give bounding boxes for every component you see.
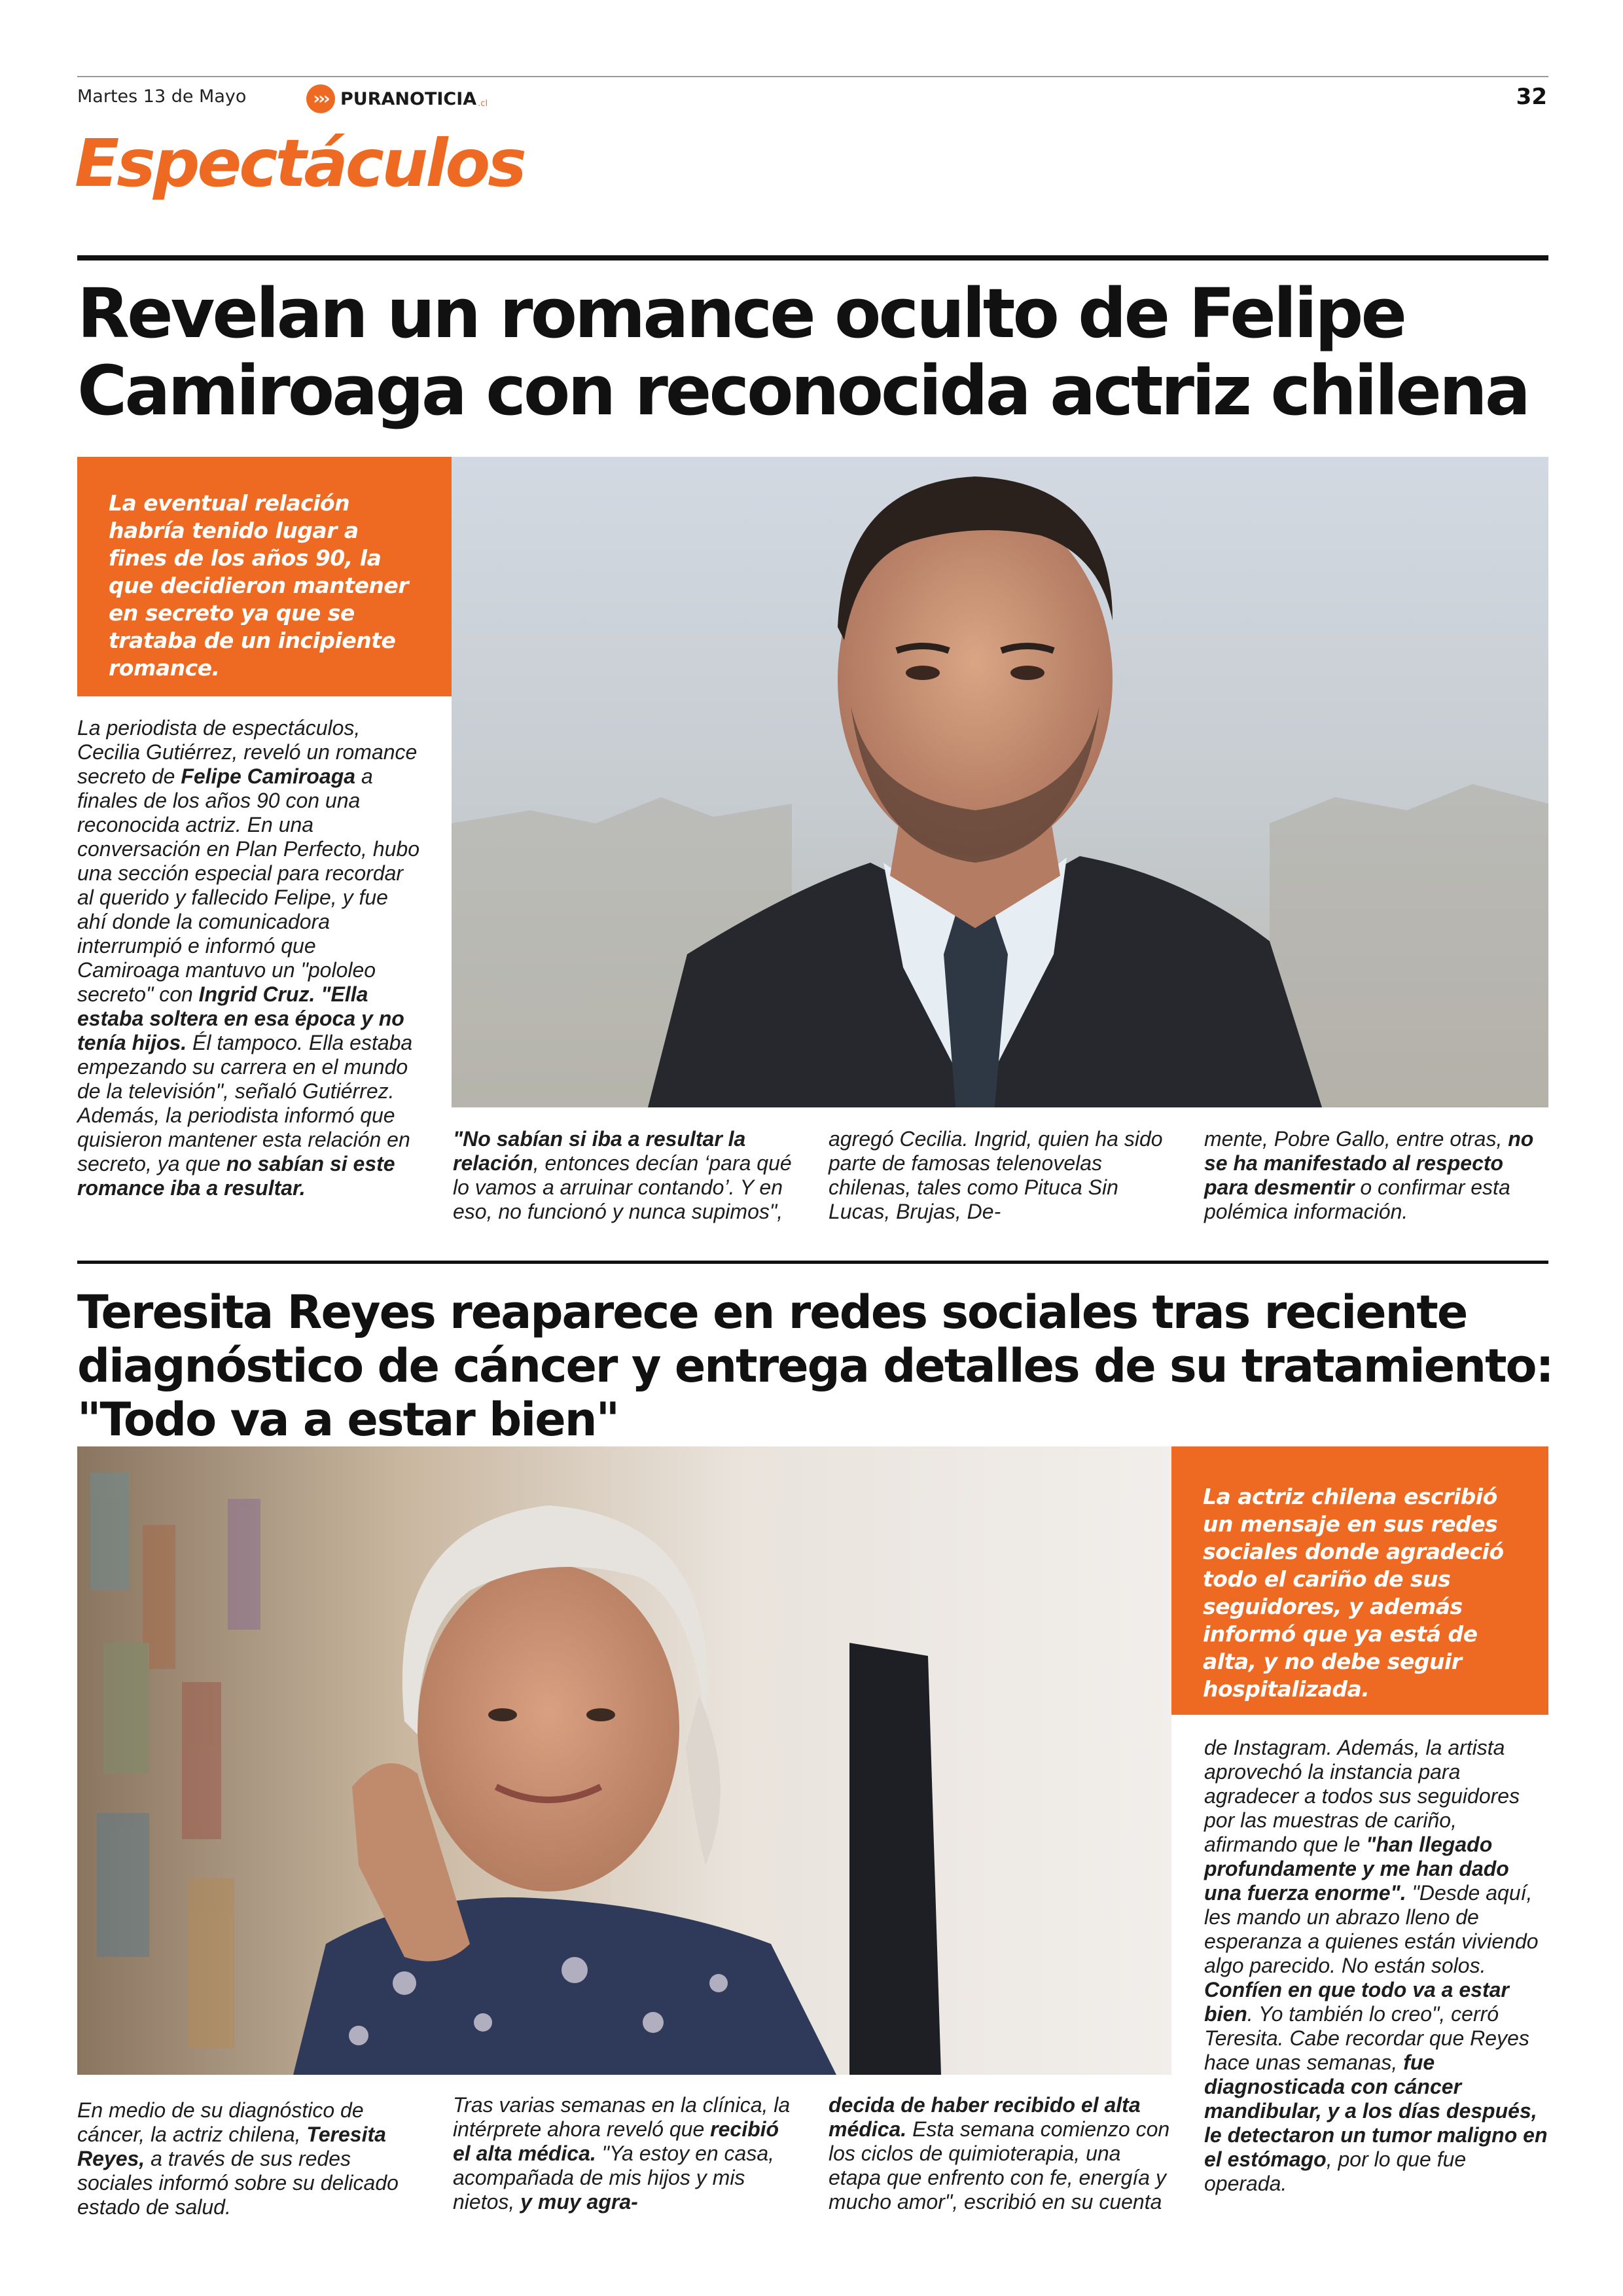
text-run-bold: recibió el alta médica. — [453, 2117, 779, 2165]
page-number: 32 — [1516, 84, 1547, 110]
article-body-col2 — [453, 2093, 797, 2214]
text-run-bold: fue diagnosticada con cáncer mandibular, y a los días después, le detectaron un tumor maligno en el estómago — [1204, 2051, 1548, 2171]
masthead-logo — [306, 85, 488, 113]
article-body-col1 — [77, 716, 421, 1200]
text-run: La periodista de espectáculos, Cecilia Gutiérrez, reveló un romance secreto de — [77, 716, 418, 788]
article-divider — [77, 255, 1548, 260]
text-run: , entonces decían ‘para qué lo vamos a arruinar contando’. Y en eso, no funcionó y nunca supimos", — [453, 1151, 792, 1223]
text-run: mente, Pobre Gallo, entre otras, — [1204, 1127, 1508, 1151]
text-run: a través de sus redes sociales informó sobre su delicado estado de salud. — [77, 2147, 399, 2219]
article-body-col3 — [829, 2093, 1173, 2214]
article-divider — [77, 1261, 1548, 1264]
arrows-icon: ››› — [306, 84, 335, 113]
text-run: de Instagram. Además, la artista aprovechó la instancia para agradecer a todos sus seguidores por las muestras de cariño, afirmando que le — [1204, 1736, 1520, 1856]
article-headline: Revelan un romance oculto de Felipe Camiroaga con reconocida actriz chilena — [77, 274, 1529, 431]
article-body-col1 — [77, 2098, 421, 2219]
text-run-bold: Confíen en que todo va a estar bien — [1204, 1978, 1509, 2026]
text-run-bold: no sabían si este romance iba a resultar. — [77, 1152, 395, 1200]
text-run — [315, 982, 321, 1006]
text-run: En medio de su diagnóstico de cáncer, la actriz chilena, — [77, 2098, 364, 2146]
logo-suffix: .cl — [478, 99, 488, 109]
text-run-bold: Ingrid Cruz. — [198, 982, 315, 1006]
article-body-col2 — [453, 1127, 797, 1224]
text-run-bold: y muy agra- — [520, 2190, 638, 2214]
article-callout: La eventual relación habría tenido lugar a fines de los años 90, la que decidieron mantener en secreto ya que se trataba de un incipiente romance. — [77, 457, 452, 696]
header-rule — [77, 76, 1548, 77]
text-run-bold: Felipe Camiroaga — [181, 764, 356, 788]
text-run: . Yo también lo creo", cerró Teresita. Cabe recordar que Reyes hace unas semanas, — [1204, 2002, 1529, 2074]
article-headline: Teresita Reyes reaparece en redes sociales tras reciente diagnóstico de cáncer y entrega detalles de su tratamiento: "Todo va a estar bien" — [77, 1285, 1553, 1446]
logo-text: PURANOTICIA — [340, 88, 477, 109]
text-run-bold: "han llegado profundamente y me han dado una fuerza enorme". — [1204, 1833, 1509, 1905]
text-run: Esta semana comienzo con los ciclos de quimioterapia, una etapa que enfrento con fe, energía y mucho amor", escribió en su cuenta — [829, 2117, 1170, 2214]
text-run: Él tampoco. Ella estaba empezando su carrera en el mundo de la televisión", señaló Gutiérrez. Además, la periodista informó que quisieron mantener esta relación en secreto, ya que — [77, 1031, 413, 1175]
text-run: a finales de los años 90 con una reconocida actriz. En una conversación en Plan Perfecto, hubo una sección especial para recordar al querido y fallecido Felipe, y fue ahí donde la comunicadora interrumpió e informó que Camiroaga mantuvo un "pololeo secreto" con — [77, 764, 419, 1006]
text-run: "Desde aquí, les mando un abrazo lleno de esperanza a quienes están viviendo algo parecido. No están solos. — [1204, 1881, 1539, 1977]
text-run-bold: "No sabían si iba a resultar la relación — [453, 1127, 746, 1175]
article-body-col3 — [829, 1127, 1173, 1224]
text-run-bold: "Ella estaba soltera en esa época y no tenía hijos. — [77, 982, 404, 1054]
issue-date: Martes 13 de Mayo — [77, 86, 247, 107]
text-run: Tras varias semanas en la clínica, la intérprete ahora reveló que — [453, 2093, 791, 2141]
text-run: , por lo que fue operada. — [1204, 2147, 1467, 2195]
text-run: "Ya estoy en casa, acompañada de mis hijos y mis nietos, — [453, 2142, 775, 2214]
teresita-reyes-photo — [77, 1446, 1171, 2075]
text-run-bold: decida de haber recibido el alta médica. — [829, 2093, 1141, 2141]
text-run: agregó Cecilia. Ingrid, quien ha sido parte de famosas telenovelas chilenas, tales como Pituca Sin Lucas, Brujas, De- — [829, 1127, 1163, 1223]
article-body-col4 — [1204, 1127, 1548, 1224]
text-run-bold: Teresita Reyes, — [77, 2123, 386, 2170]
article-callout: La actriz chilena escribió un mensaje en sus redes sociales donde agradeció todo el cariño de sus seguidores, y además informó que ya está de alta, y no debe seguir hospitalizada. — [1171, 1446, 1548, 1715]
felipe-camiroaga-photo — [452, 457, 1548, 1107]
section-title: Espectáculos — [75, 125, 524, 202]
article-body-col4 — [1204, 1736, 1548, 2196]
text-run: o confirmar esta polémica información. — [1204, 1175, 1510, 1223]
text-run-bold: no se ha manifestado al respecto para desmentir — [1204, 1127, 1534, 1199]
